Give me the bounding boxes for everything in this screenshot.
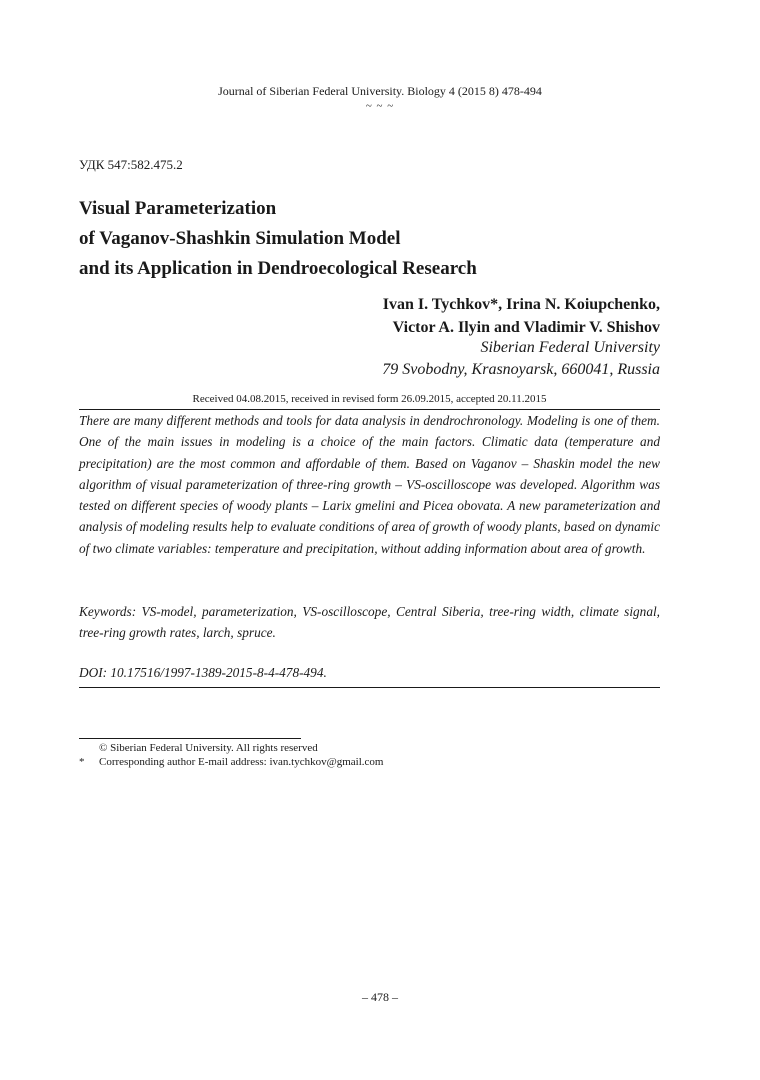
journal-header: Journal of Siberian Federal University. Biology 4 (2015 8) 478-494: [218, 84, 542, 98]
doi-text: DOI: 10.17516/1997-1389-2015-8-4-478-494.: [79, 665, 327, 680]
affiliation: [382, 337, 660, 381]
abstract-text: There are many different methods and tools for data analysis in dendrochronology. Modeling is one of them. One of the main issues in modeling is a choice of the main factors. Climatic data (temperature and precipitation) are the most common and affordable of them. Based on Vaganov – Shaskin model the new algorithm of visual parameterization of three-ring growth – VS-oscilloscope was developed. Algorithm was tested on different species of woody plants – Larix gmelini and Picea obovata. A new parameterization and analysis of modeling results help to evaluate conditions of area of growth of woody plants, based on dynamic of two climate variables: temperature and precipitation, without adding information about area of growth.: [79, 413, 660, 556]
header-ornament: ~ ~ ~: [365, 100, 395, 112]
footnote-mark: *: [79, 756, 85, 768]
footnote-corresponding-author: [79, 755, 383, 769]
title-line: of Vaganov-Shashkin Simulation Model: [79, 228, 401, 249]
udc-code: УДК 547:582.475.2: [79, 157, 183, 172]
footnote-text: © Siberian Federal University. All rights reserved: [99, 742, 318, 754]
abstract-bottom-divider: [79, 687, 660, 688]
page-number: – 478 –: [362, 990, 398, 1004]
keywords-text: Keywords: VS-model, parameterization, VS-oscilloscope, Central Siberia, tree-ring width, climate signal, tree-ring growth rates, larch, spruce.: [79, 604, 660, 641]
affiliation-line: 79 Svobodny, Krasnoyarsk, 660041, Russia: [382, 361, 660, 378]
author-line: Ivan I. Tychkov*, Irina N. Koiupchenko,: [382, 296, 660, 313]
author-line: Victor A. Ilyin and Vladimir V. Shishov: [392, 319, 660, 336]
received-dates: Received 04.08.2015, received in revised form 26.09.2015, accepted 20.11.2015: [192, 393, 547, 405]
footnote-divider: [79, 738, 301, 739]
author-list: [383, 293, 660, 339]
article-title: [79, 194, 477, 284]
title-line: and its Application in Dendroecological Research: [79, 258, 477, 279]
title-line: Visual Parameterization: [79, 198, 277, 219]
footnote-copyright: [79, 741, 318, 755]
footnote-text: Corresponding author E-mail address: ivan.tychkov@gmail.com: [99, 756, 384, 768]
affiliation-line: Siberian Federal University: [480, 339, 660, 356]
